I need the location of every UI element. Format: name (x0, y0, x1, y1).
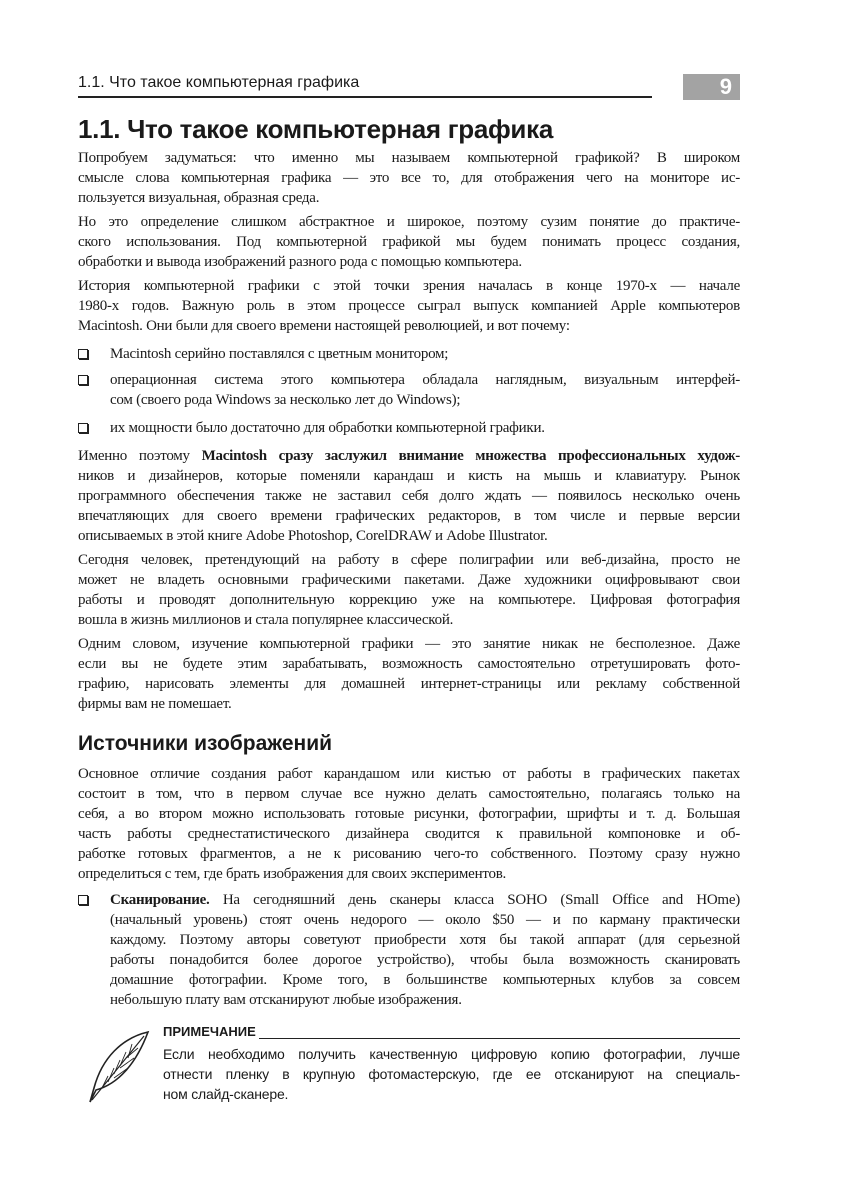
text-line: Если необходимо получить качественную цифровую копию фотографии, лучше (163, 1046, 740, 1062)
paragraph (78, 634, 740, 714)
list-item-text (110, 418, 740, 438)
text-line: домашние фотографии. Кроме того, в большинстве компьютерных клубов за совсем (110, 972, 740, 988)
text-line: если вы не будете этим зарабатывать, возможность самостоятельно отретушировать фото- (78, 656, 740, 672)
checkbox-bullet-icon (78, 895, 88, 905)
text-line: ников и дизайнеров, которые поменяли карандаш и кисть на мышь и клавиатуру. Рынок (78, 468, 740, 484)
text-line: сом (своего рода Windows за несколько лет до Windows); (110, 392, 461, 408)
list-item-text (110, 344, 740, 364)
sources-paragraph (78, 764, 740, 884)
text-line: (начальный уровень) стоят очень недорого — около $50 — и по карману практически (110, 912, 740, 928)
text-run: На сегодняшний день сканеры класса SOHO (Small Office and HOme) (209, 892, 740, 908)
text-line: может не владеть основными графическими пакетами. Даже художники оцифровывают свои (78, 572, 740, 588)
feather-icon (82, 1028, 154, 1106)
running-header: 1.1. Что такое компьютерная графика (78, 74, 652, 98)
list-item-text (110, 890, 740, 1010)
text-line: обработки и вывода изображений разного рода с помощью компьютера. (78, 254, 522, 270)
list-item (78, 890, 740, 1010)
text-line: работы понадобится более дорогое устройство), чтобы была возможность сканировать (110, 952, 740, 968)
text-line: Сегодня человек, претендующий на работу в сфере полиграфии или веб-дизайна, просто не (78, 552, 740, 568)
list-item-text (110, 370, 740, 410)
bold-text: Macintosh сразу заслужил внимание множества профессиональных худож- (201, 448, 740, 464)
page-number: 9 (683, 74, 740, 100)
text-line: 1980-х годов. Важную роль в этом процессе сыграл выпуск компанией Apple компьютеров (78, 298, 740, 314)
bold-text: Сканирование. (110, 892, 210, 908)
paragraph (78, 446, 740, 546)
checkbox-bullet-icon (78, 349, 88, 359)
text-line: Macintosh серийно поставлялся с цветным монитором; (110, 346, 449, 362)
text-line: Попробуем задуматься: что именно мы называем компьютерной графикой? В широком (78, 150, 740, 166)
text-line: Одним словом, изучение компьютерной графики — это занятие никак не бесполезное. Даже (78, 636, 740, 652)
text-line: небольшую плату вам отсканируют любые изображения. (110, 992, 462, 1008)
text-line: впечатляющих для своего времени графических редакторов, в том числе и первые версии (78, 508, 740, 524)
text-line: работы и проводят дополнительную коррекцию уже на компьютере. Цифровая фотография (78, 592, 740, 608)
text-line: смысле слова компьютерная графика — это все то, для отображения чего на мониторе ис- (78, 170, 740, 186)
text-line: пользуется визуальная, образная среда. (78, 190, 320, 206)
text-line (110, 890, 740, 910)
text-line: ном слайд-сканере. (163, 1086, 289, 1102)
text-run: Именно поэтому (78, 448, 202, 464)
intro-paragraphs (78, 148, 740, 336)
text-line: описываемых в этой книге Adobe Photoshop, CorelDRAW и Adobe Illustrator. (78, 528, 548, 544)
body-paragraphs (78, 446, 740, 714)
text-line: себя, а во втором можно использовать готовые рисунки, фотографии, шрифты и т. д. Большая (78, 806, 740, 822)
text-line: Основное отличие создания работ карандашом или кистью от работы в графических пакетах (78, 766, 740, 782)
checkbox-bullet-icon (78, 423, 88, 433)
text-line: операционная система этого компьютера обладала наглядным, визуальным интерфей- (110, 372, 740, 388)
text-line: графию, нарисовать элементы для домашней интернет-страницы или рекламу собственной (78, 676, 740, 692)
note-body (163, 1044, 740, 1104)
text-line: Macintosh. Они были для своего времени настоящей революцией, и вот почему: (78, 318, 570, 334)
paragraph (78, 550, 740, 630)
text-line: каждому. Поэтому авторы советуют приобрести хотя бы такой аппарат (для серьезной (110, 932, 740, 948)
text-line: отнести пленку в крупную фотомастерскую, где ее отсканируют на специаль- (163, 1066, 740, 1082)
text-line: определиться с тем, где брать изображения для своих экспериментов. (78, 866, 507, 882)
paragraph (78, 764, 740, 884)
list-item (78, 344, 740, 364)
page-title: 1.1. Что такое компьютерная графика (78, 114, 553, 144)
text-line: вошла в жизнь миллионов и стала популярнее классической. (78, 612, 454, 628)
paragraph (78, 276, 740, 336)
list-item (78, 370, 740, 410)
text-line: ского использования. Под компьютерной графикой мы будем понимать процесс создания, (78, 234, 740, 250)
note-title: ПРИМЕЧАНИЕ (163, 1024, 256, 1039)
paragraph (78, 212, 740, 272)
section-heading: Источники изображений (78, 732, 333, 755)
text-line: состоит в том, что в первом случае все нужно делать самостоятельно, полагаясь только на (78, 786, 740, 802)
text-line (78, 446, 740, 466)
text-line: программного обеспечения также не заставил себя долго ждать — появилось несколько очень (78, 488, 740, 504)
paragraph (78, 148, 740, 208)
text-line: фирмы вам не помешает. (78, 696, 232, 712)
list-item (78, 418, 740, 438)
note-heading (163, 1024, 740, 1039)
text-line: История компьютерной графики с этой точки зрения началась в конце 1970-х — начале (78, 278, 740, 294)
checkbox-bullet-icon (78, 375, 88, 385)
text-line: работке готовых фрагментов, а не к рисованию чего-то собственного. Поэтому сразу нужно (78, 846, 740, 862)
text-line: часть работы среднестатистического дизайнера сводится к правильной компоновке и об- (78, 826, 740, 842)
text-line: Но это определение слишком абстрактное и широкое, поэтому сузим понятие до практиче- (78, 214, 740, 230)
note-rule (259, 1028, 740, 1039)
text-line: их мощности было достаточно для обработки компьютерной графики. (110, 420, 545, 436)
